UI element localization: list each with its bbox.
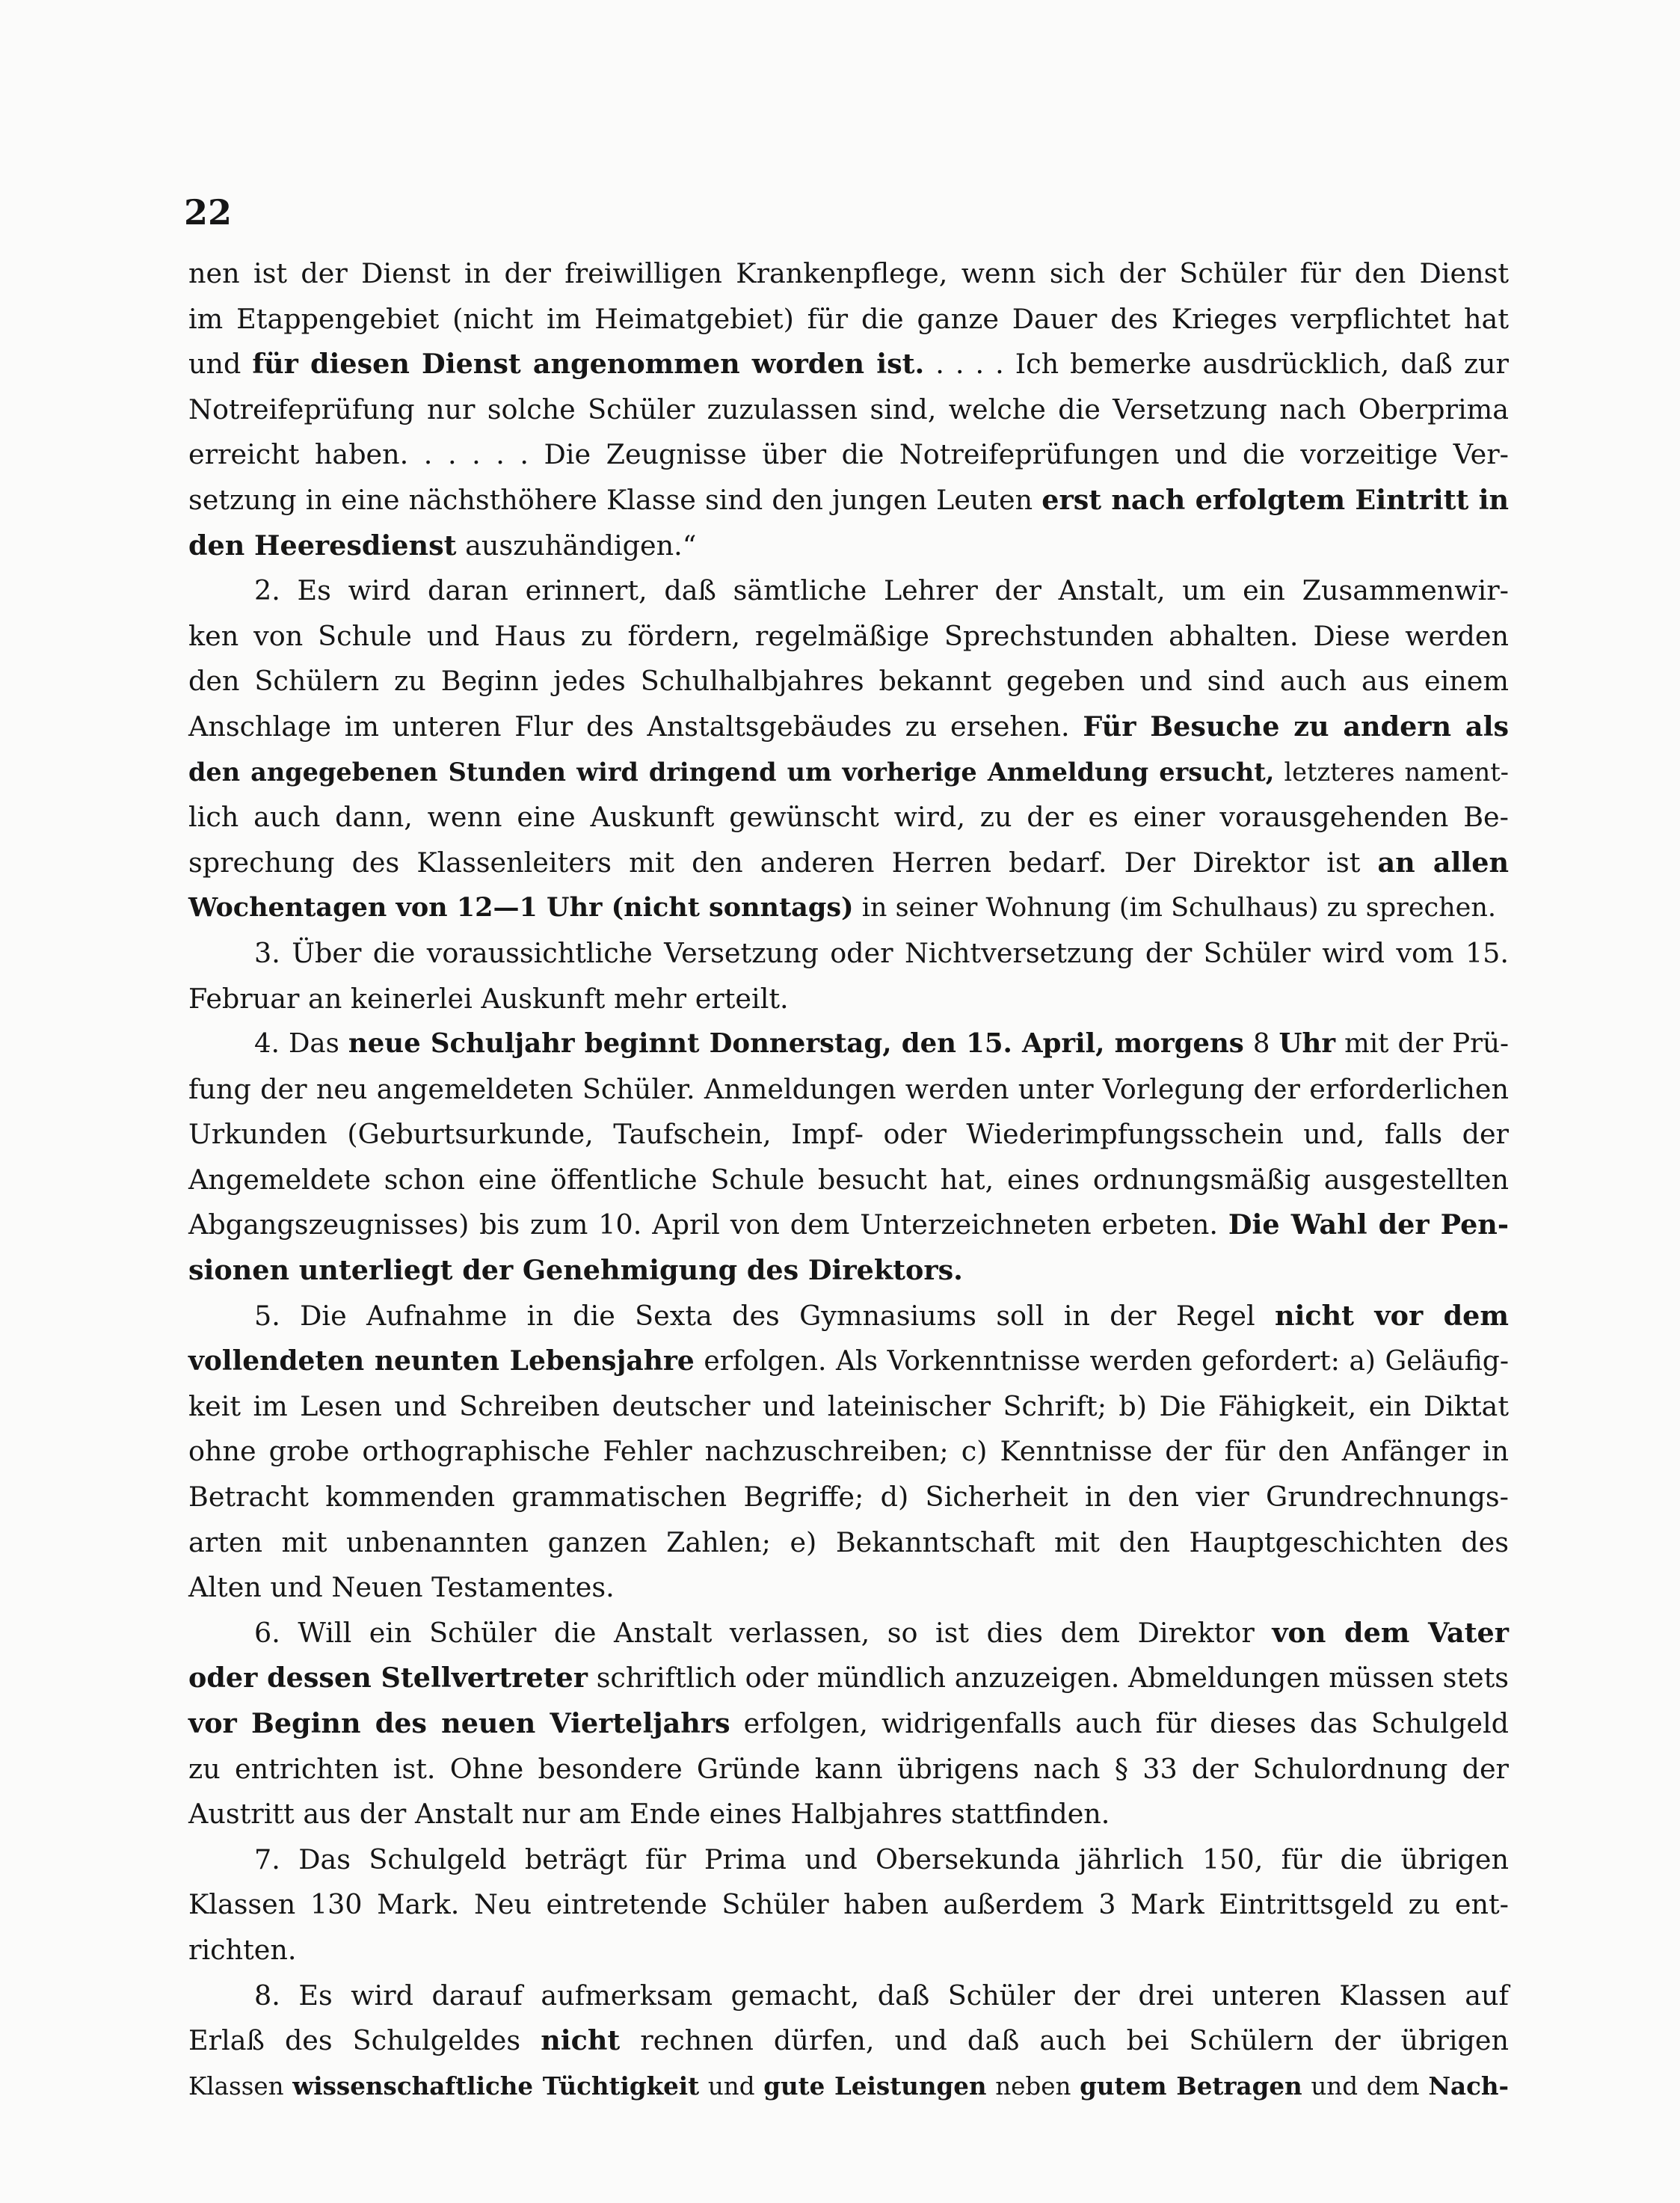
text-run: 3. Über die voraussichtliche Versetzung oder Nichtversetzung der Schüler wird vom 15. [254,936,1509,969]
text-run: in seiner Wohnung (im Schulhaus) zu sprechen. [853,893,1497,924]
text-run: fung der neu angemeldeten Schüler. Anmeldungen werden unter Vorlegung der erforderlichen [188,1072,1509,1105]
bold-text-run: nicht vor dem [1274,1299,1510,1332]
text-run: keit im Lesen und Schreiben deutscher und lateinischer Schrift; b) Die Fähigkeit, ein Diktat [188,1389,1509,1422]
text-run: erfolgen. Als Vorkenntnisse werden gefordert: a) Geläufig- [694,1346,1509,1377]
text-run: arten mit unbenannten ganzen Zahlen; e) Bekanntschaft mit den Hauptgeschichten des [188,1525,1509,1558]
text-run: Abgangszeugnisses) bis zum 10. April von dem Unterzeichneten erbeten. [188,1208,1228,1241]
text-line [188,251,1509,297]
bold-text-run: neue Schuljahr beginnt Donnerstag, den 15. April, morgens [348,1028,1244,1060]
text-line [188,750,1509,796]
text-line [188,1021,1509,1067]
text-line [188,568,1509,614]
bold-text-run: den angegebenen Stunden wird dringend um vorherige Anmeldung ersucht, [188,757,1275,787]
text-line [188,1701,1509,1747]
bold-text-run: den Heeresdienst [188,529,457,562]
text-line [188,1656,1509,1701]
body-text [188,251,1509,2109]
text-run: Notreifeprüfung nur solche Schüler zuzulassen sind, welche die Versetzung nach Oberprima [188,393,1509,425]
text-line [188,1611,1509,1656]
text-run: Betracht kommenden grammatischen Begriffe; d) Sicherheit in den vier Grundrechnungs- [188,1481,1509,1514]
text-run: letzteres nament- [1274,757,1510,787]
text-line [188,885,1509,931]
bold-text-run: wissenschaftliche Tüchtigkeit [292,2071,700,2101]
bold-text-run: Für Besuche zu andern als [1083,710,1509,743]
bold-text-run: Wochentagen von 12—1 Uhr (nicht sonntags) [188,892,854,924]
bold-text-run: Nach- [1428,2071,1510,2101]
text-line [188,1158,1509,1203]
text-run: Austritt aus der Anstalt nur am Ende eines Halbjahres stattfinden. [188,1798,1110,1831]
text-line [188,931,1509,977]
text-run: erfolgen, widrigenfalls auch für dieses das Schulgeld [730,1707,1509,1739]
text-line [188,478,1509,523]
text-line [188,387,1509,433]
text-run: sprechung des Klassenleiters mit den anderen Herren bedarf. Der Direktor ist [188,846,1378,879]
text-line [188,977,1509,1022]
text-run: lich auch dann, wenn eine Auskunft gewünscht wird, zu der es einer vorausgehenden Be- [188,801,1509,834]
bold-text-run: Die Wahl der Pen- [1228,1208,1509,1241]
text-run: rechnen dürfen, und daß auch bei Schülern der übrigen [620,2024,1509,2057]
page-number: 22 [184,192,233,233]
text-line [188,614,1509,660]
text-line [188,1747,1509,1792]
text-line [188,1928,1509,1973]
text-run: Klassen [188,2071,293,2101]
text-line [188,342,1509,387]
text-run: Anschlage im unteren Flur des Anstaltsgebäudes zu ersehen. [188,710,1083,743]
text-line [188,1294,1509,1339]
text-line [188,2064,1509,2110]
text-run: erreicht haben. . . . . . Die Zeugnisse über die Notreifeprüfungen und die vorzeitige Ver- [188,438,1509,471]
text-line [188,297,1509,342]
text-run: 8 [1243,1028,1279,1060]
bold-text-run: an allen [1377,846,1509,879]
text-run: im Etappengebiet (nicht im Heimatgebiet) für die ganze Dauer des Krieges verpflichtet hat [188,302,1509,335]
text-line [188,1248,1509,1294]
text-run: richten. [188,1933,297,1966]
text-run: . . . . Ich bemerke ausdrücklich, daß zur [924,348,1510,381]
bold-text-run: sionen unterliegt der Genehmigung des Direktors. [188,1254,963,1287]
text-line [188,659,1509,704]
text-run: neben [986,2071,1080,2101]
text-line [188,1837,1509,1883]
text-line [188,523,1509,569]
text-line [188,1202,1509,1248]
text-run: und [699,2071,764,2101]
bold-text-run: gutem Betragen [1080,2071,1302,2101]
text-run: schriftlich oder mündlich anzuzeigen. Abmeldungen müssen stets [588,1662,1509,1695]
text-line [188,1520,1509,1566]
text-run: nen ist der Dienst in der freiwilligen Krankenpflege, wenn sich der Schüler für den Dienst [188,257,1509,289]
text-line [188,1973,1509,2019]
bold-text-run: Uhr [1279,1028,1336,1060]
text-line [188,841,1509,886]
text-run: Angemeldete schon eine öffentliche Schule besucht hat, eines ordnungsmäßig ausgestellten [188,1163,1509,1196]
text-line [188,795,1509,841]
text-run: Urkunden (Geburtsurkunde, Taufschein, Impf- oder Wiederimpfungsschein und, falls der [188,1118,1509,1151]
text-run: 2. Es wird daran erinnert, daß sämtliche Lehrer der Anstalt, um ein Zusammenwir- [254,574,1509,607]
bold-text-run: vor Beginn des neuen Vierteljahrs [188,1707,730,1739]
text-line [188,1429,1509,1475]
text-run: und dem [1302,2071,1429,2101]
text-line [188,432,1509,478]
text-run: 8. Es wird darauf aufmerksam gemacht, daß Schüler der drei unteren Klassen auf [254,1979,1509,2012]
text-line [188,1475,1509,1520]
text-line [188,2018,1509,2064]
text-run: auszuhändigen.“ [456,529,697,562]
text-run: den Schülern zu Beginn jedes Schulhalbjahres bekannt gegeben und sind auch aus einem [188,665,1509,698]
text-run: ohne grobe orthographische Fehler nachzuschreiben; c) Kenntnisse der für den Anfänger in [188,1435,1509,1468]
text-run: und [188,348,253,381]
text-run: Erlaß des Schulgeldes [188,2024,541,2057]
bold-text-run: vollendeten neunten Lebensjahre [188,1345,695,1377]
text-run: 5. Die Aufnahme in die Sexta des Gymnasiums soll in der Regel [254,1299,1275,1332]
text-run: 4. Das [254,1028,348,1060]
bold-text-run: oder dessen Stellvertreter [188,1662,588,1695]
text-run: Februar an keinerlei Auskunft mehr erteilt. [188,982,789,1015]
bold-text-run: gute Leistungen [763,2071,987,2101]
text-line [188,1067,1509,1113]
bold-text-run: nicht [541,2024,621,2057]
text-run: Klassen 130 Mark. Neu eintretende Schüler haben außerdem 3 Mark Eintrittsgeld zu ent- [188,1888,1509,1921]
text-line [188,1112,1509,1158]
bold-text-run: für diesen Dienst angenommen worden ist. [252,348,925,381]
text-line [188,1339,1509,1384]
bold-text-run: erst nach erfolgtem Eintritt in [1041,483,1509,516]
text-line [188,704,1509,750]
text-run: ken von Schule und Haus zu fördern, regelmäßige Sprechstunden abhalten. Diese werden [188,619,1509,652]
bold-text-run: von dem Vater [1272,1616,1509,1649]
text-run: mit der Prü- [1335,1028,1509,1060]
text-line [188,1384,1509,1430]
text-run: zu entrichten ist. Ohne besondere Gründe kann übrigens nach § 33 der Schulordnung der [188,1752,1509,1785]
text-run: 6. Will ein Schüler die Anstalt verlassen, so ist dies dem Direktor [254,1616,1273,1649]
text-line [188,1792,1509,1837]
text-run: setzung in eine nächsthöhere Klasse sind den jungen Leuten [188,483,1042,516]
text-run: 7. Das Schulgeld beträgt für Prima und Obersekunda jährlich 150, für die übrigen [254,1843,1509,1875]
text-line [188,1565,1509,1611]
text-line [188,1882,1509,1928]
text-run: Alten und Neuen Testamentes. [188,1571,615,1604]
